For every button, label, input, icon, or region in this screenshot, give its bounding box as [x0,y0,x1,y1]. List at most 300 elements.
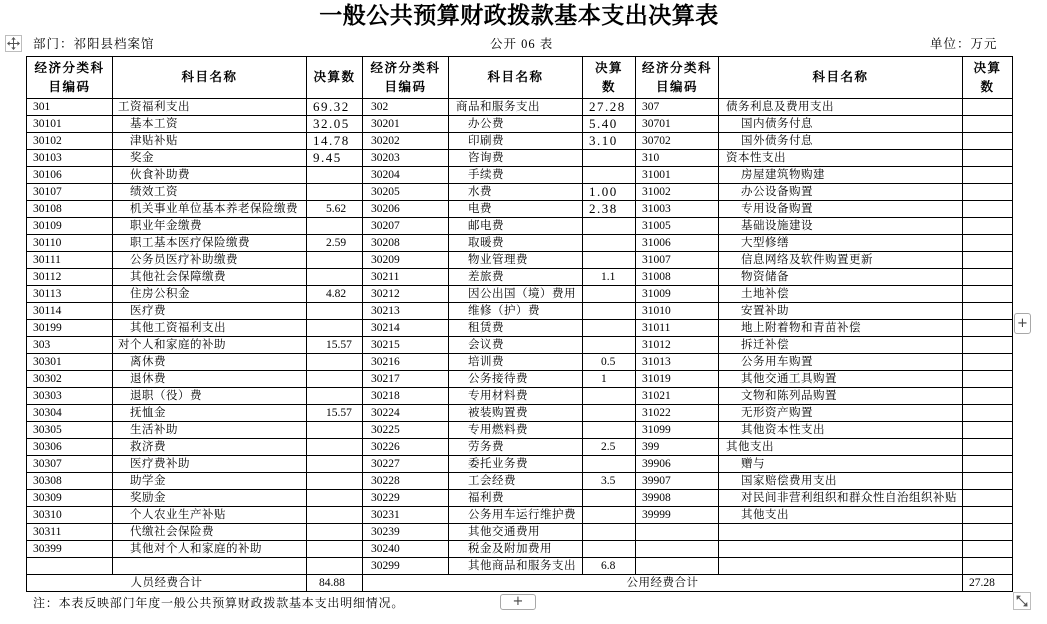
code-cell[interactable]: 30103 [27,150,113,167]
code-cell[interactable]: 301 [27,99,113,116]
amount-cell[interactable] [307,524,363,541]
code-cell[interactable]: 30301 [27,354,113,371]
table-row [27,422,1013,439]
code-cell[interactable]: 30114 [27,303,113,320]
item-name-cell[interactable]: 救济费 [113,439,307,456]
amount-cell[interactable]: 15.57 [307,405,363,422]
amount-cell[interactable]: 2.5 [583,439,636,456]
item-name-cell[interactable] [719,541,963,558]
item-name-cell[interactable]: 个人农业生产补贴 [113,507,307,524]
item-name-cell[interactable]: 债务利息及费用支出 [719,99,963,116]
code-cell[interactable]: 30206 [363,201,449,218]
move-handle-icon [5,35,22,52]
item-name-cell[interactable]: 无形资产购置 [719,405,963,422]
amount-cell[interactable]: 15.57 [307,337,363,354]
amount-cell[interactable] [963,473,1013,490]
code-cell[interactable]: 30202 [363,133,449,150]
amount-cell[interactable] [963,252,1013,269]
item-name-cell[interactable] [719,558,963,575]
amount-cell[interactable] [963,337,1013,354]
budget-table [26,56,1013,592]
item-name-cell[interactable]: 机关事业单位基本养老保险缴费 [113,201,307,218]
amount-cell[interactable]: 3.10 [583,133,636,150]
item-name-cell[interactable]: 信息网络及软件购置更新 [719,252,963,269]
table-move-handle[interactable] [5,35,22,52]
item-name-cell[interactable]: 税金及附加费用 [449,541,583,558]
code-cell[interactable]: 30399 [27,541,113,558]
amount-cell[interactable] [963,167,1013,184]
table-row [27,167,1013,184]
item-name-cell[interactable]: 委托业务费 [449,456,583,473]
code-cell[interactable]: 303 [27,337,113,354]
table-row [27,286,1013,303]
item-name-cell[interactable]: 其他交通工具购置 [719,371,963,388]
code-cell[interactable]: 30216 [363,354,449,371]
amount-cell[interactable] [583,320,636,337]
amount-cell[interactable] [583,405,636,422]
code-cell[interactable]: 31009 [636,286,719,303]
code-cell[interactable]: 30211 [363,269,449,286]
code-cell[interactable]: 30226 [363,439,449,456]
code-cell[interactable]: 30231 [363,507,449,524]
item-name-cell[interactable]: 印刷费 [449,133,583,150]
table-row [27,269,1013,286]
item-name-cell[interactable]: 公务接待费 [449,371,583,388]
item-name-cell[interactable]: 伙食补助费 [113,167,307,184]
code-cell[interactable]: 30212 [363,286,449,303]
table-resize-handle[interactable] [1013,592,1031,610]
code-cell[interactable]: 30309 [27,490,113,507]
amount-cell[interactable] [963,320,1013,337]
code-cell[interactable]: 30306 [27,439,113,456]
code-cell[interactable]: 31008 [636,269,719,286]
item-name-cell[interactable]: 公务用车运行维护费 [449,507,583,524]
item-name-cell[interactable]: 文物和陈列品购置 [719,388,963,405]
amount-cell[interactable] [583,235,636,252]
amount-cell[interactable] [963,558,1013,575]
item-name-cell[interactable]: 退休费 [113,371,307,388]
amount-cell[interactable] [963,218,1013,235]
code-cell[interactable]: 31011 [636,320,719,337]
header-code[interactable]: 经济分类科目编码 [27,57,113,99]
amount-cell[interactable] [307,269,363,286]
code-cell[interactable]: 30208 [363,235,449,252]
item-name-cell[interactable]: 基础设施建设 [719,218,963,235]
header-amount[interactable]: 决算数 [307,57,363,99]
amount-cell[interactable] [963,269,1013,286]
amount-cell[interactable]: 6.8 [583,558,636,575]
table-footnote: 注：本表反映部门年度一般公共预算财政拨款基本支出明细情况。 [33,596,405,610]
amount-cell[interactable] [963,286,1013,303]
code-cell[interactable]: 31012 [636,337,719,354]
item-name-cell[interactable]: 工会经费 [449,473,583,490]
table-row [27,133,1013,150]
item-name-cell[interactable]: 专用材料费 [449,388,583,405]
unit-label: 单位：万元 [930,37,998,51]
item-name-cell[interactable]: 专用设备购置 [719,201,963,218]
amount-cell[interactable] [963,303,1013,320]
code-cell[interactable]: 30102 [27,133,113,150]
amount-cell[interactable]: 3.5 [583,473,636,490]
item-name-cell[interactable]: 差旅费 [449,269,583,286]
item-name-cell[interactable]: 国外债务付息 [719,133,963,150]
item-name-cell[interactable]: 取暖费 [449,235,583,252]
item-name-cell[interactable]: 劳务费 [449,439,583,456]
code-cell[interactable]: 39999 [636,507,719,524]
table-row [27,371,1013,388]
amount-cell[interactable] [307,320,363,337]
table-row [27,99,1013,116]
item-name-cell[interactable]: 物业管理费 [449,252,583,269]
form-number: 公开 06 表 [490,37,554,51]
amount-cell[interactable] [583,252,636,269]
code-cell[interactable]: 30311 [27,524,113,541]
item-name-cell[interactable]: 基本工资 [113,116,307,133]
item-name-cell[interactable]: 国家赔偿费用支出 [719,473,963,490]
amount-cell[interactable]: 14.78 [307,133,363,150]
header-item-name[interactable]: 科目名称 [113,57,307,99]
code-cell[interactable]: 30701 [636,116,719,133]
item-name-cell[interactable]: 维修（护）费 [449,303,583,320]
item-name-cell[interactable]: 邮电费 [449,218,583,235]
item-name-cell[interactable]: 职工基本医疗保险缴费 [113,235,307,252]
insert-column-button[interactable]: + [1014,313,1031,334]
code-cell[interactable]: 30310 [27,507,113,524]
header-item-name[interactable]: 科目名称 [449,57,583,99]
amount-cell[interactable]: 5.40 [583,116,636,133]
item-name-cell[interactable]: 助学金 [113,473,307,490]
amount-cell[interactable] [583,286,636,303]
amount-cell[interactable] [307,541,363,558]
amount-cell[interactable] [963,439,1013,456]
code-cell[interactable] [636,558,719,575]
code-cell[interactable]: 30112 [27,269,113,286]
item-name-cell[interactable]: 对个人和家庭的补助 [113,337,307,354]
code-cell[interactable]: 39906 [636,456,719,473]
code-cell[interactable]: 30307 [27,456,113,473]
code-cell[interactable]: 31006 [636,235,719,252]
amount-cell[interactable]: 4.82 [307,286,363,303]
code-cell[interactable] [27,558,113,575]
amount-cell[interactable] [963,150,1013,167]
table-header-row [27,57,1013,99]
item-name-cell[interactable]: 代缴社会保险费 [113,524,307,541]
item-name-cell[interactable]: 离休费 [113,354,307,371]
code-cell[interactable]: 31022 [636,405,719,422]
item-name-cell[interactable]: 对民间非营利组织和群众性自治组织补贴 [719,490,963,507]
code-cell[interactable]: 30225 [363,422,449,439]
item-name-cell[interactable]: 抚恤金 [113,405,307,422]
code-cell[interactable]: 30229 [363,490,449,507]
item-name-cell[interactable]: 其他商品和服务支出 [449,558,583,575]
item-name-cell[interactable]: 会议费 [449,337,583,354]
amount-cell[interactable] [963,116,1013,133]
amount-cell[interactable] [307,303,363,320]
amount-cell[interactable] [307,490,363,507]
code-cell[interactable]: 30109 [27,218,113,235]
code-cell[interactable]: 30107 [27,184,113,201]
item-name-cell[interactable]: 其他社会保障缴费 [113,269,307,286]
amount-cell[interactable] [963,456,1013,473]
code-cell[interactable]: 30308 [27,473,113,490]
table-row [27,490,1013,507]
code-cell[interactable]: 30215 [363,337,449,354]
code-cell[interactable]: 30702 [636,133,719,150]
amount-cell[interactable] [963,507,1013,524]
code-cell[interactable] [636,524,719,541]
amount-cell[interactable] [583,388,636,405]
amount-cell[interactable] [583,507,636,524]
item-name-cell[interactable]: 租赁费 [449,320,583,337]
code-cell[interactable] [636,541,719,558]
item-name-cell[interactable]: 手续费 [449,167,583,184]
amount-cell[interactable] [963,405,1013,422]
code-cell[interactable]: 31007 [636,252,719,269]
item-name-cell[interactable]: 地上附着物和青苗补偿 [719,320,963,337]
item-name-cell[interactable]: 绩效工资 [113,184,307,201]
code-cell[interactable]: 39908 [636,490,719,507]
amount-cell[interactable] [963,422,1013,439]
item-name-cell[interactable]: 被装购置费 [449,405,583,422]
public-total-value[interactable]: 27.28 [963,575,1013,592]
header-amount[interactable]: 决算数 [963,57,1013,99]
table-row [27,235,1013,252]
public-total-label[interactable]: 公用经费合计 [363,575,963,592]
amount-cell[interactable] [963,490,1013,507]
amount-cell[interactable] [963,354,1013,371]
amount-cell[interactable] [583,167,636,184]
table-row [27,320,1013,337]
item-name-cell[interactable]: 安置补助 [719,303,963,320]
code-cell[interactable]: 30205 [363,184,449,201]
code-cell[interactable]: 31001 [636,167,719,184]
code-cell[interactable]: 30110 [27,235,113,252]
item-name-cell[interactable]: 赠与 [719,456,963,473]
table-row [27,541,1013,558]
amount-cell[interactable]: 27.28 [583,99,636,116]
item-name-cell[interactable]: 其他对个人和家庭的补助 [113,541,307,558]
item-name-cell[interactable]: 其他工资福利支出 [113,320,307,337]
code-cell[interactable]: 30213 [363,303,449,320]
amount-cell[interactable] [583,422,636,439]
item-name-cell[interactable]: 水费 [449,184,583,201]
amount-cell[interactable]: 69.32 [307,99,363,116]
amount-cell[interactable] [963,133,1013,150]
code-cell[interactable]: 30207 [363,218,449,235]
amount-cell[interactable] [583,524,636,541]
amount-cell[interactable] [583,490,636,507]
code-cell[interactable]: 30240 [363,541,449,558]
header-amount[interactable]: 决算数 [583,57,636,99]
amount-cell[interactable]: 0.5 [583,354,636,371]
item-name-cell[interactable]: 培训费 [449,354,583,371]
table-row [27,337,1013,354]
code-cell[interactable]: 307 [636,99,719,116]
code-cell[interactable]: 30199 [27,320,113,337]
amount-cell[interactable] [307,456,363,473]
amount-cell[interactable] [963,235,1013,252]
code-cell[interactable]: 30209 [363,252,449,269]
amount-cell[interactable] [583,337,636,354]
table-row [27,558,1013,575]
amount-cell[interactable] [963,524,1013,541]
amount-cell[interactable] [583,303,636,320]
item-name-cell[interactable]: 大型修缮 [719,235,963,252]
amount-cell[interactable] [963,388,1013,405]
amount-cell[interactable]: 32.05 [307,116,363,133]
amount-cell[interactable]: 9.45 [307,150,363,167]
amount-cell[interactable] [307,252,363,269]
amount-cell[interactable] [307,184,363,201]
code-cell[interactable]: 39907 [636,473,719,490]
amount-cell[interactable] [583,218,636,235]
item-name-cell[interactable]: 专用燃料费 [449,422,583,439]
item-name-cell[interactable]: 其他支出 [719,439,963,456]
amount-cell[interactable] [307,439,363,456]
department-label: 部门：祁阳县档案馆 [33,37,155,51]
item-name-cell[interactable]: 津贴补贴 [113,133,307,150]
item-name-cell[interactable]: 资本性支出 [719,150,963,167]
amount-cell[interactable] [307,218,363,235]
code-cell[interactable]: 31099 [636,422,719,439]
table-row [27,116,1013,133]
item-name-cell[interactable]: 住房公积金 [113,286,307,303]
item-name-cell[interactable]: 奖金 [113,150,307,167]
amount-cell[interactable]: 2.59 [307,235,363,252]
item-name-cell[interactable]: 公务员医疗补助缴费 [113,252,307,269]
amount-cell[interactable] [307,507,363,524]
amount-cell[interactable]: 2.38 [583,201,636,218]
amount-cell[interactable] [583,150,636,167]
item-name-cell[interactable]: 医疗费 [113,303,307,320]
item-name-cell[interactable]: 因公出国（境）费用 [449,286,583,303]
table-row [27,354,1013,371]
amount-cell[interactable] [963,371,1013,388]
code-cell[interactable]: 30113 [27,286,113,303]
amount-cell[interactable] [963,184,1013,201]
code-cell[interactable]: 310 [636,150,719,167]
item-name-cell[interactable]: 物资储备 [719,269,963,286]
table-row [27,439,1013,456]
header-code[interactable]: 经济分类科目编码 [636,57,719,99]
item-name-cell[interactable]: 房屋建筑物购建 [719,167,963,184]
code-cell[interactable]: 30101 [27,116,113,133]
code-cell[interactable]: 31010 [636,303,719,320]
item-name-cell[interactable]: 咨询费 [449,150,583,167]
amount-cell[interactable] [963,201,1013,218]
item-name-cell[interactable] [113,558,307,575]
item-name-cell[interactable]: 其他交通费用 [449,524,583,541]
item-name-cell[interactable]: 其他支出 [719,507,963,524]
code-cell[interactable]: 30224 [363,405,449,422]
table-row [27,184,1013,201]
item-name-cell[interactable] [719,524,963,541]
code-cell[interactable]: 399 [636,439,719,456]
code-cell[interactable]: 30303 [27,388,113,405]
amount-cell[interactable] [307,388,363,405]
item-name-cell[interactable]: 商品和服务支出 [449,99,583,116]
code-cell[interactable]: 31013 [636,354,719,371]
amount-cell[interactable] [963,99,1013,116]
item-name-cell[interactable]: 办公费 [449,116,583,133]
amount-cell[interactable] [307,167,363,184]
code-cell[interactable]: 31003 [636,201,719,218]
amount-cell[interactable]: 1.1 [583,269,636,286]
table-row [27,201,1013,218]
amount-cell[interactable] [307,371,363,388]
amount-cell[interactable] [583,541,636,558]
item-name-cell[interactable]: 职业年金缴费 [113,218,307,235]
amount-cell[interactable] [307,422,363,439]
code-cell[interactable]: 30218 [363,388,449,405]
code-cell[interactable]: 30228 [363,473,449,490]
header-item-name[interactable]: 科目名称 [719,57,963,99]
code-cell[interactable]: 30108 [27,201,113,218]
item-name-cell[interactable]: 退职（役）费 [113,388,307,405]
item-name-cell[interactable]: 奖励金 [113,490,307,507]
item-name-cell[interactable]: 生活补助 [113,422,307,439]
table-row [27,218,1013,235]
code-cell[interactable]: 31002 [636,184,719,201]
amount-cell[interactable] [307,473,363,490]
code-cell[interactable]: 30302 [27,371,113,388]
amount-cell[interactable] [963,541,1013,558]
code-cell[interactable]: 30227 [363,456,449,473]
code-cell[interactable]: 30239 [363,524,449,541]
item-name-cell[interactable]: 拆迁补偿 [719,337,963,354]
code-cell[interactable]: 30201 [363,116,449,133]
code-cell[interactable]: 30217 [363,371,449,388]
amount-cell[interactable]: 1.00 [583,184,636,201]
code-cell[interactable]: 30304 [27,405,113,422]
table-body [27,99,1013,575]
header-code[interactable]: 经济分类科目编码 [363,57,449,99]
code-cell[interactable]: 30203 [363,150,449,167]
code-cell[interactable]: 30299 [363,558,449,575]
amount-cell[interactable]: 5.62 [307,201,363,218]
item-name-cell[interactable]: 福利费 [449,490,583,507]
code-cell[interactable]: 30106 [27,167,113,184]
item-name-cell[interactable]: 国内债务付息 [719,116,963,133]
table-row [27,303,1013,320]
code-cell[interactable]: 31021 [636,388,719,405]
table-row [27,252,1013,269]
summary-row [27,575,1013,592]
insert-row-button[interactable]: + [500,594,536,610]
amount-cell[interactable] [583,456,636,473]
code-cell[interactable]: 30111 [27,252,113,269]
item-name-cell[interactable]: 公务用车购置 [719,354,963,371]
table-row [27,405,1013,422]
personnel-total-label[interactable]: 人员经费合计 [27,575,307,592]
code-cell[interactable]: 31005 [636,218,719,235]
code-cell[interactable]: 30214 [363,320,449,337]
amount-cell[interactable] [307,354,363,371]
item-name-cell[interactable]: 工资福利支出 [113,99,307,116]
item-name-cell[interactable]: 办公设备购置 [719,184,963,201]
item-name-cell[interactable]: 其他资本性支出 [719,422,963,439]
code-cell[interactable]: 31019 [636,371,719,388]
amount-cell[interactable]: 1 [583,371,636,388]
personnel-total-value[interactable]: 84.88 [307,575,363,592]
code-cell[interactable]: 30305 [27,422,113,439]
item-name-cell[interactable]: 土地补偿 [719,286,963,303]
item-name-cell[interactable]: 医疗费补助 [113,456,307,473]
item-name-cell[interactable]: 电费 [449,201,583,218]
code-cell[interactable]: 302 [363,99,449,116]
amount-cell[interactable] [307,558,363,575]
code-cell[interactable]: 30204 [363,167,449,184]
